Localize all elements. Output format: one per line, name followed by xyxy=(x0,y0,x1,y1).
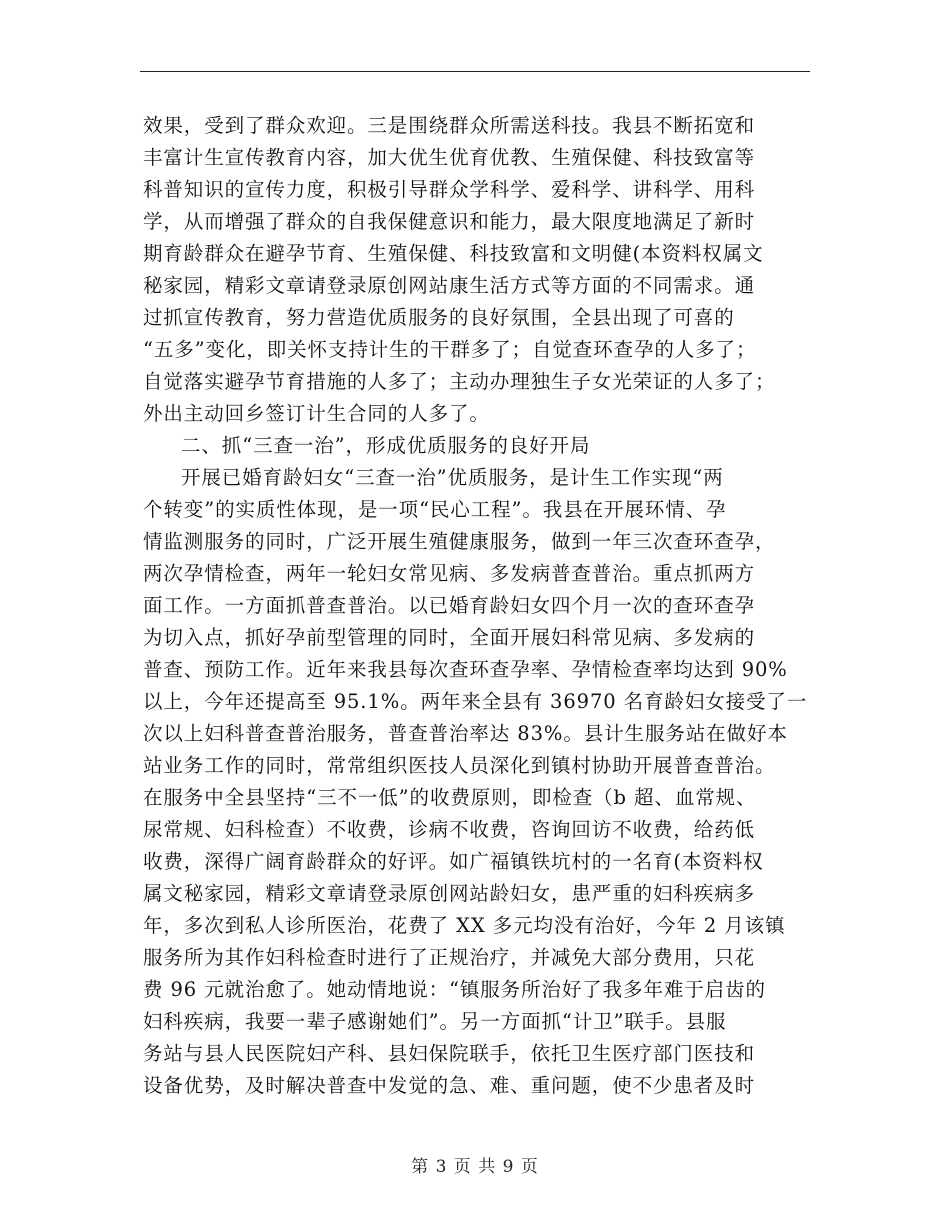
text-line: 学，从而增强了群众的自我保健意识和能力，最大限度地满足了新时 xyxy=(143,210,756,233)
text-line: 秘家园，精彩文章请登录原创网站康生活方式等方面的不同需求。通 xyxy=(143,274,756,297)
text-line: 丰富计生宣传教育内容，加大优生优育优教、生殖保健、科技致富等 xyxy=(143,146,756,169)
text-line: 效果，受到了群众欢迎。三是围绕群众所需送科技。我县不断拓宽和 xyxy=(143,114,756,137)
text-line: 个转变”的实质性体现，是一项“民心工程”。我县在开展环情、孕 xyxy=(143,498,727,521)
text-line: 次以上妇科普查普治服务，普查普治率达 83%。县计生服务站在做好本 xyxy=(143,722,788,745)
text-line: 务站与县人民医院妇产科、县妇保院联手，依托卫生医疗部门医技和 xyxy=(143,1042,756,1065)
text-line: 过抓宣传教育，努力营造优质服务的良好氛围，全县出现了可喜的 xyxy=(143,306,735,329)
text-line: 以上，今年还提高至 95.1%。两年来全县有 36970 名育龄妇女接受了一 xyxy=(143,690,808,713)
body-text xyxy=(143,110,815,1102)
text-line: 情监测服务的同时，广泛开展生殖健康服务，做到一年三次查环查孕， xyxy=(143,530,776,553)
text-line: 在服务中全县坚持“三不一低”的收费原则，即检查（b 超、血常规、 xyxy=(143,786,757,809)
text-line: 期育龄群众在避孕节育、生殖保健、科技致富和文明健(本资料权属文 xyxy=(143,242,764,265)
header-rule xyxy=(140,71,810,72)
text-line: 两次孕情检查，两年一轮妇女常见病、多发病普查普治。重点抓两方 xyxy=(143,562,756,585)
text-line: 费 96 元就治愈了。她动情地说：“镇服务所治好了我多年难于启齿的 xyxy=(143,978,766,1001)
text-line: 面工作。一方面抓普查普治。以已婚育龄妇女四个月一次的查环查孕 xyxy=(143,594,756,617)
text-line: 年，多次到私人诊所医治，花费了 XX 多元均没有治好，今年 2 月该镇 xyxy=(143,914,786,937)
text-line: 属文秘家园，精彩文章请登录原创网站龄妇女，患严重的妇科疾病多 xyxy=(143,882,756,905)
text-line: 站业务工作的同时，常常组织医技人员深化到镇村协助开展普查普治。 xyxy=(143,754,776,777)
text-line: 收费，深得广阔育龄群众的好评。如广福镇铁坑村的一名育(本资料权 xyxy=(143,850,764,873)
text-line: 科普知识的宣传力度，积极引导群众学科学、爱科学、讲科学、用科 xyxy=(143,178,756,201)
text-line: 为切入点，抓好孕前型管理的同时，全面开展妇科常见病、多发病的 xyxy=(143,626,756,649)
text-line: 普查、预防工作。近年来我县每次查环查孕率、孕情检查率均达到 90% xyxy=(143,658,788,681)
text-line: 自觉落实避孕节育措施的人多了；主动办理独生子女光荣证的人多了； xyxy=(143,370,776,393)
text-line: 二、抓“三查一治”，形成优质服务的良好开局 xyxy=(181,434,591,457)
text-line: 开展已婚育龄妇女“三查一治”优质服务，是计生工作实现“两 xyxy=(181,466,724,489)
text-line: “五多”变化，即关怀支持计生的干群多了；自觉查环查孕的人多了； xyxy=(143,338,757,361)
text-line: 尿常规、妇科检查）不收费，诊病不收费，咨询回访不收费，给药低 xyxy=(143,818,756,841)
text-line: 外出主动回乡签订计生合同的人多了。 xyxy=(143,402,490,425)
text-line: 妇科疾病，我要一辈子感谢她们”。另一方面抓“计卫”联手。县服 xyxy=(143,1010,727,1033)
page-footer: 第 3 页 共 9 页 xyxy=(411,1157,539,1177)
text-line: 服务所为其作妇科检查时进行了正规治疗，并减免大部分费用，只花 xyxy=(143,946,756,969)
text-line: 设备优势，及时解决普查中发觉的急、难、重问题，使不少患者及时 xyxy=(143,1074,756,1097)
